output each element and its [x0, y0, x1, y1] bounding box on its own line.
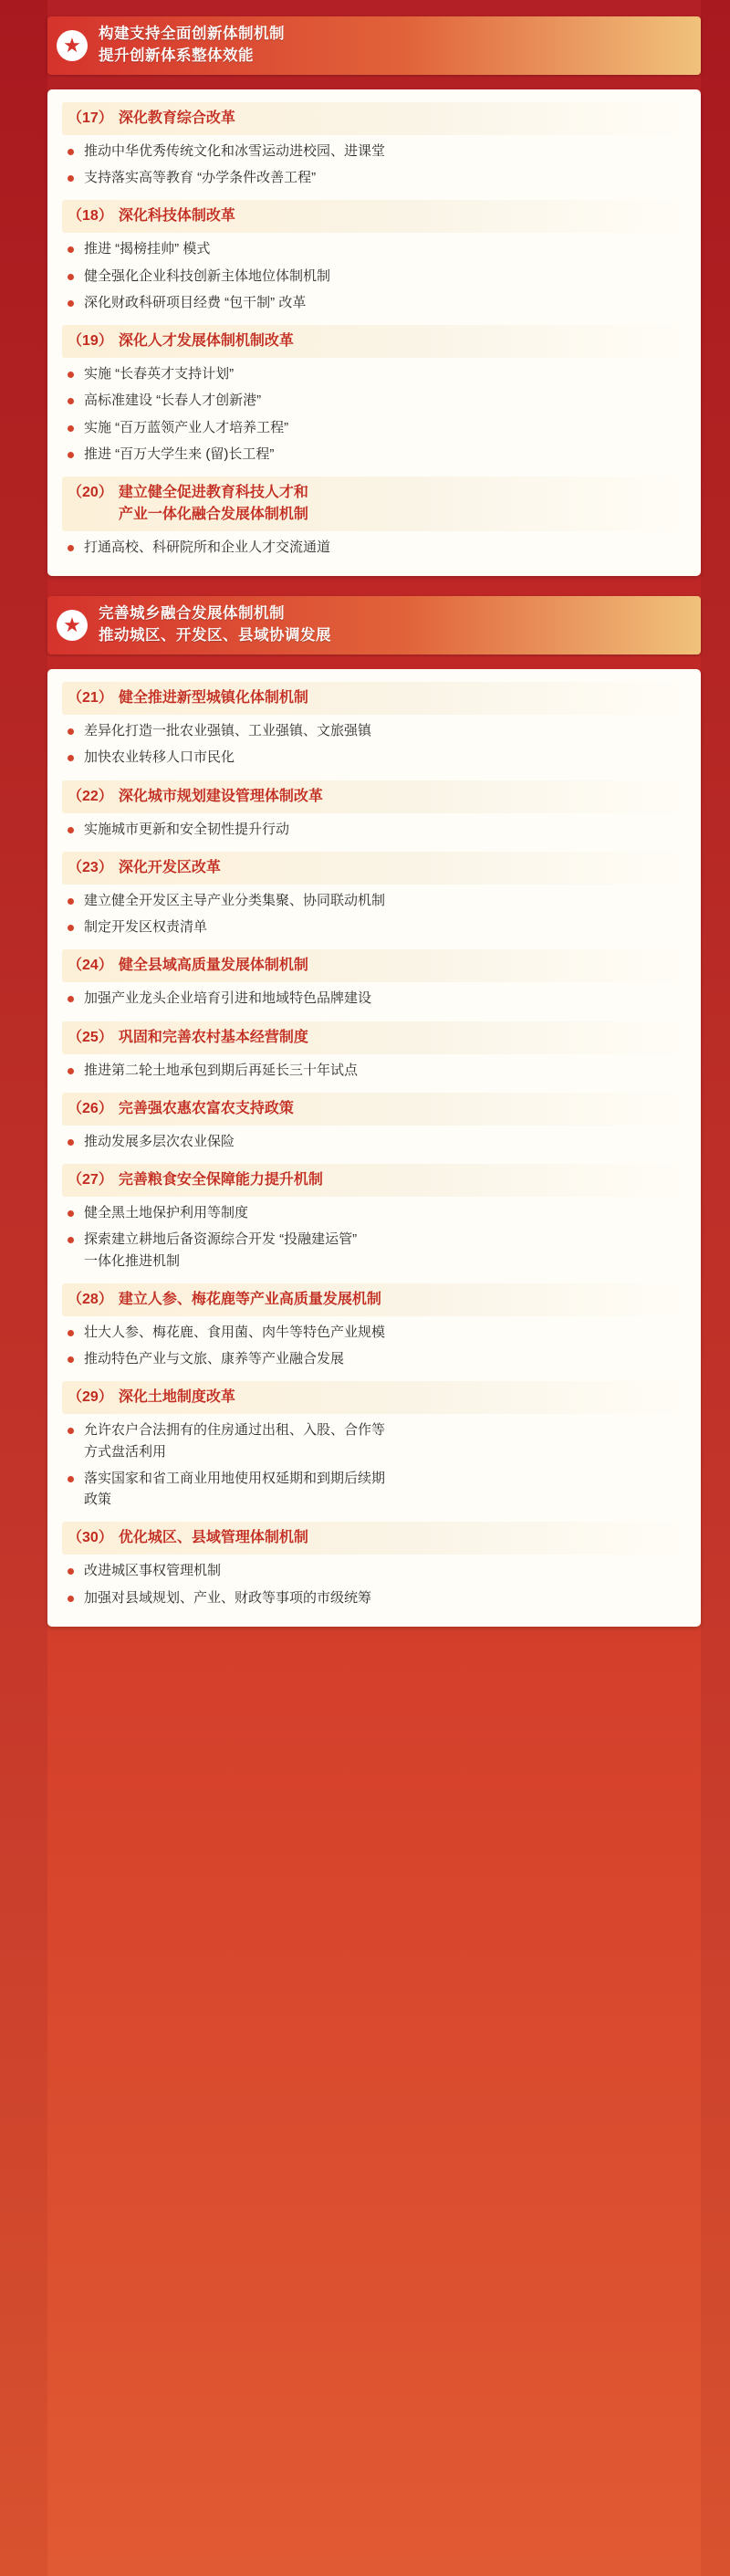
bullet-item	[66, 141, 686, 162]
bullet-line: 方式盘活利用	[84, 1443, 167, 1460]
bullet-line: 加快农业转移人口市民化	[84, 749, 235, 766]
bullet-list	[62, 1322, 686, 1370]
item-title-line: 深化土地制度改革	[118, 1389, 235, 1406]
item-title	[62, 476, 686, 531]
bullet-line: 实施 “百万蓝领产业人才培养工程”	[84, 419, 289, 435]
bullet-item	[66, 747, 686, 768]
reform-item	[62, 1021, 686, 1081]
bullet-list	[62, 1131, 686, 1152]
section-banner-line: 提升创新体系整体效能	[99, 47, 254, 64]
item-title-text	[119, 786, 323, 808]
bullet-list	[62, 819, 686, 840]
item-number: （18）	[68, 208, 113, 225]
reform-item	[62, 949, 686, 1009]
item-title-line: 优化城区、县域管理体制机制	[118, 1530, 308, 1546]
bullet-item	[66, 1560, 686, 1581]
item-title	[62, 102, 686, 135]
item-title-line: 深化城市规划建设管理体制改革	[118, 788, 323, 804]
bullet-line: 差异化打造一批农业强镇、工业强镇、文旅强镇	[84, 723, 372, 739]
item-title	[62, 200, 686, 233]
section-banner-line: 完善城乡融合发展体制机制	[99, 605, 285, 623]
section-banner	[47, 16, 701, 75]
bullet-item	[66, 292, 686, 313]
item-title-line: 深化科技体制改革	[118, 208, 235, 225]
bullet-list	[62, 1060, 686, 1081]
bullet-line: 制定开发区权责清单	[84, 919, 208, 936]
section-banner-line: 构建支持全面创新体制机制	[99, 26, 285, 42]
bullet-item	[66, 238, 686, 259]
bullet-item	[66, 1229, 686, 1272]
item-title-line: 深化人才发展体制机制改革	[118, 333, 294, 350]
bullet-list	[62, 988, 686, 1009]
reform-item	[62, 852, 686, 938]
bullet-line: 一体化推进机制	[84, 1252, 181, 1269]
reform-item	[62, 476, 686, 558]
bullet-item	[66, 916, 686, 937]
bullet-line: 改进城区事权管理机制	[84, 1563, 222, 1579]
bullet-line: 推动发展多层次农业保险	[84, 1133, 235, 1149]
bullet-line: 加强对县域规划、产业、财政等事项的市级统筹	[84, 1589, 372, 1606]
bullet-item	[66, 720, 686, 741]
bullet-item	[66, 1468, 686, 1511]
item-title-line: 深化开发区改革	[118, 859, 221, 875]
bullet-list	[62, 363, 686, 465]
bullet-line: 推进第二轮土地承包到期后再延长三十年试点	[84, 1062, 359, 1078]
bullet-line: 高标准建设 “长春人才创新港”	[84, 393, 262, 409]
item-title	[62, 1164, 686, 1197]
star-icon: ★	[57, 610, 88, 641]
item-title-text	[119, 330, 294, 352]
bullet-list	[62, 238, 686, 313]
bullet-line: 探索建立耕地后备资源综合开发 “投融建运管”	[84, 1231, 358, 1248]
item-number: （26）	[68, 1100, 113, 1116]
item-title	[62, 325, 686, 358]
bullet-line: 加强产业龙头企业培育引进和地域特色品牌建设	[84, 990, 372, 1007]
bullet-item	[66, 266, 686, 287]
bullet-list	[62, 1560, 686, 1608]
section-banner-text	[99, 24, 285, 68]
section-card	[47, 669, 701, 1627]
bullet-list	[62, 720, 686, 769]
item-title-line: 巩固和完善农村基本经营制度	[118, 1029, 308, 1045]
star-icon: ★	[57, 30, 88, 61]
bullet-item	[66, 819, 686, 840]
item-title-line: 完善强农惠农富农支持政策	[118, 1100, 294, 1116]
bullet-item	[66, 537, 686, 558]
bullet-list	[62, 141, 686, 189]
item-title-text	[119, 1527, 308, 1549]
item-title	[62, 1522, 686, 1555]
item-title-text	[119, 687, 308, 709]
reform-item	[62, 1164, 686, 1272]
bullet-line: 推进 “百万大学生来 (留)长工程”	[84, 445, 275, 462]
bullet-item	[66, 890, 686, 911]
bullet-list	[62, 537, 686, 558]
item-title-line: 健全推进新型城镇化体制机制	[118, 690, 308, 707]
item-title-line: 产业一体化融合发展体制机制	[118, 507, 308, 523]
bullet-item	[66, 1419, 686, 1462]
item-title	[62, 682, 686, 715]
bullet-line: 健全黑土地保护利用等制度	[84, 1205, 249, 1221]
bullet-item	[66, 988, 686, 1009]
item-title-line: 建立健全促进教育科技人才和	[118, 485, 308, 501]
bullet-line: 实施城市更新和安全韧性提升行动	[84, 821, 290, 837]
item-number: （27）	[68, 1172, 113, 1189]
reform-item	[62, 1522, 686, 1608]
item-title-text	[119, 857, 221, 879]
item-number: （22）	[68, 788, 113, 804]
reform-item	[62, 1381, 686, 1510]
bullet-line: 推进 “揭榜挂帅” 模式	[84, 241, 211, 257]
bullet-item	[66, 1587, 686, 1608]
bullet-line: 健全强化企业科技创新主体地位体制机制	[84, 267, 331, 284]
bullet-list	[62, 1202, 686, 1272]
item-title	[62, 1381, 686, 1414]
item-title-text	[119, 108, 235, 130]
item-title-text	[119, 1098, 294, 1120]
item-number: （30）	[68, 1530, 113, 1546]
reform-item	[62, 780, 686, 840]
bullet-line: 深化财政科研项目经费 “包干制” 改革	[84, 294, 307, 310]
item-title	[62, 780, 686, 813]
bullet-line: 壮大人参、梅花鹿、食用菌、肉牛等特色产业规模	[84, 1324, 386, 1340]
item-number: （28）	[68, 1291, 113, 1307]
bullet-item	[66, 1131, 686, 1152]
item-number: （21）	[68, 690, 113, 707]
bullet-list	[62, 1419, 686, 1510]
item-title	[62, 1021, 686, 1054]
reform-item	[62, 1093, 686, 1152]
reform-item	[62, 325, 686, 465]
item-title-text	[119, 482, 308, 526]
bullet-line: 政策	[84, 1492, 112, 1508]
bullet-list	[62, 890, 686, 938]
bullet-item	[66, 1348, 686, 1369]
bullet-line: 落实国家和省工商业用地使用权延期和到期后续期	[84, 1470, 386, 1486]
item-number: （25）	[68, 1029, 113, 1045]
bullet-item	[66, 390, 686, 411]
item-title-line: 深化教育综合改革	[118, 110, 235, 126]
section-banner-text	[99, 603, 331, 647]
bullet-line: 建立健全开发区主导产业分类集聚、协同联动机制	[84, 892, 386, 908]
section-banner-line: 推动城区、开发区、县域协调发展	[99, 627, 331, 644]
bullet-item	[66, 167, 686, 188]
section-card	[47, 89, 701, 577]
item-number: （19）	[68, 333, 113, 350]
item-title-text	[119, 1289, 381, 1311]
bullet-line: 支持落实高等教育 “办学条件改善工程”	[84, 170, 317, 186]
item-number: （20）	[68, 485, 113, 501]
reform-item	[62, 682, 686, 769]
item-title	[62, 949, 686, 982]
item-number: （24）	[68, 958, 113, 974]
bullet-line: 推动特色产业与文旅、康养等产业融合发展	[84, 1351, 345, 1367]
item-title-text	[119, 205, 235, 227]
item-title	[62, 1283, 686, 1316]
bullet-line: 实施 “长春英才支持计划”	[84, 366, 235, 382]
item-title-text	[119, 1169, 323, 1191]
item-title-line: 建立人参、梅花鹿等产业高质量发展机制	[118, 1291, 381, 1307]
item-number: （29）	[68, 1389, 113, 1406]
bullet-line: 允许农户合法拥有的住房通过出租、入股、合作等	[84, 1422, 386, 1439]
bullet-line: 推动中华优秀传统文化和冰雪运动进校园、进课堂	[84, 142, 386, 159]
bullet-item	[66, 444, 686, 465]
item-number: （17）	[68, 110, 113, 126]
section-banner	[47, 596, 701, 654]
bullet-item	[66, 1060, 686, 1081]
item-title-line: 健全县域高质量发展体制机制	[118, 958, 308, 974]
item-number: （23）	[68, 859, 113, 875]
bullet-item	[66, 1322, 686, 1343]
bullet-item	[66, 417, 686, 438]
item-title	[62, 852, 686, 885]
item-title-text	[119, 1027, 308, 1049]
bullet-item	[66, 1202, 686, 1223]
item-title	[62, 1093, 686, 1126]
item-title-text	[119, 1387, 235, 1408]
bullet-item	[66, 363, 686, 384]
item-title-line: 完善粮食安全保障能力提升机制	[118, 1172, 323, 1189]
reform-item	[62, 200, 686, 313]
reform-item	[62, 102, 686, 189]
bullet-line: 打通高校、科研院所和企业人才交流通道	[84, 539, 331, 556]
item-title-text	[119, 955, 308, 977]
reform-item	[62, 1283, 686, 1370]
